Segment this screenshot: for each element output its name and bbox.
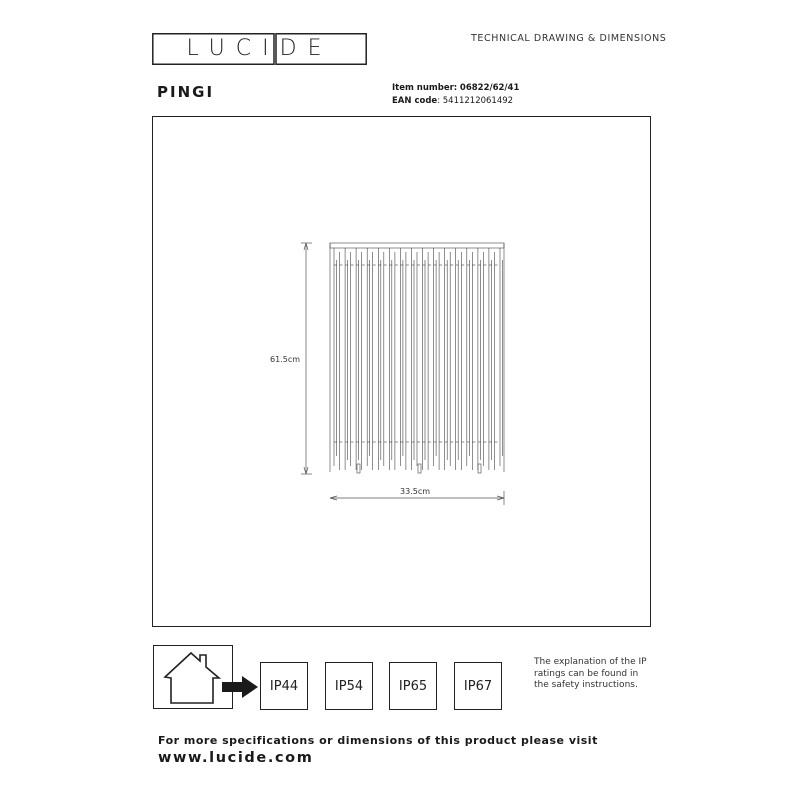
ean-line <box>392 96 513 106</box>
ip-badge-ip54: IP54 <box>325 662 373 710</box>
ean-label: EAN code <box>392 96 438 106</box>
height-dimension-line <box>301 243 312 474</box>
width-dimension-label: 33.5cm <box>400 487 431 496</box>
ip-badge-ip67: IP67 <box>454 662 502 710</box>
website-link[interactable]: www.lucide.com <box>158 750 314 766</box>
ip-badge-ip65: IP65 <box>389 662 437 710</box>
lamp-illustration <box>330 243 504 473</box>
logo-text: LUCIDE <box>186 36 333 61</box>
ip-badge-ip44: IP44 <box>260 662 308 710</box>
footer-text: For more specifications or dimensions of this product please visit <box>158 734 598 747</box>
item-number-value: 06822/62/41 <box>459 83 520 93</box>
product-drawing <box>152 116 651 627</box>
item-number-line <box>392 83 519 93</box>
document-title: TECHNICAL DRAWING & DIMENSIONS <box>471 33 667 44</box>
height-dimension-label: 61.5cm <box>270 355 301 364</box>
arrow-right-icon <box>220 673 262 701</box>
item-number-label: Item number: <box>392 83 458 93</box>
product-name: PINGI <box>157 83 215 101</box>
ean-value: : 5411212061492 <box>437 96 514 106</box>
brand-logo <box>152 33 367 65</box>
ip-explanation-note: The explanation of the IP ratings can be found in the safety instructions. <box>534 657 647 690</box>
